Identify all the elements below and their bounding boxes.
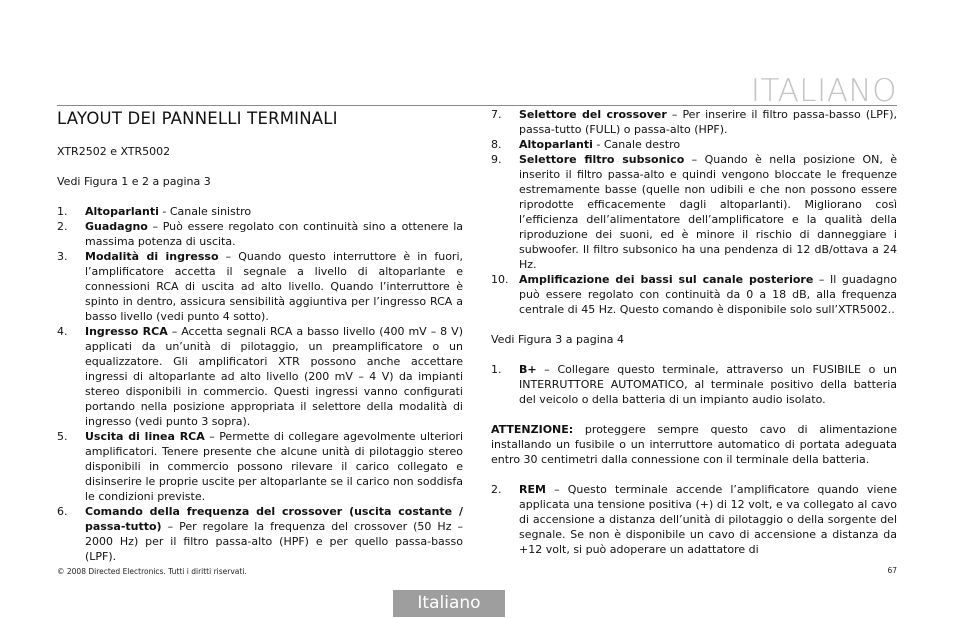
item-description: – Per regolare la frequenza del crossover (50 Hz – 2000 Hz) per il filtro passa-alto (HPF) e per quello passa-basso (LPF). bbox=[85, 520, 463, 563]
item-term: REM bbox=[519, 483, 546, 496]
item-term: Guadagno bbox=[85, 220, 148, 233]
item-number: 2. bbox=[57, 220, 68, 233]
item-text bbox=[85, 429, 463, 504]
item-text bbox=[85, 504, 463, 564]
list-item bbox=[491, 272, 897, 317]
item-description: – Per inserire il filtro passa-basso (LPF), passa-tutto (FULL) o passa-alto (HPF). bbox=[519, 108, 898, 136]
item-description: – Può essere regolato con continuità sino a ottenere la massima potenza di uscita. bbox=[85, 220, 463, 248]
item-text bbox=[519, 137, 897, 152]
power-terminal-list bbox=[491, 362, 897, 407]
list-item bbox=[57, 504, 463, 564]
right-column bbox=[491, 107, 897, 557]
warning-note bbox=[491, 422, 897, 467]
copyright-notice: © 2008 Directed Electronics. Tutti i diritti riservati. bbox=[57, 567, 247, 576]
warning-text: proteggere sempre questo cavo di alimentazione installando un fusibile o un interruttore automatico di portata adeguata entro 30 centimetri dalla connessione con il terminale della batteria. bbox=[491, 423, 897, 466]
item-description: – Quando è nella posizione ON, è inserito il filtro passa-alto e quindi vengono bloccate le frequenze estremamente basse (quelle non udibili e che non possono essere riprodotte efficacemente dagli altoparlanti). Migliorano così l’efficienza dell’alimentatore dell’amplificatore e la qualità della riproduzione dei suoni, ed è minore il rischio di danneggiare i subwoofer. Il filtro subsonico ha una pendenza di 12 dB/ottava a 24 Hz. bbox=[519, 153, 897, 271]
item-term: Selettore del crossover bbox=[519, 108, 667, 121]
item-term: Altoparlanti bbox=[85, 205, 159, 218]
item-text bbox=[519, 152, 897, 272]
item-number: 1. bbox=[57, 205, 68, 218]
item-number: 2. bbox=[491, 483, 502, 496]
list-item bbox=[491, 482, 897, 557]
item-number: 4. bbox=[57, 325, 68, 338]
list-item bbox=[57, 429, 463, 504]
list-item bbox=[491, 107, 897, 137]
item-description: – Il guadagno può essere regolato con continuità da 0 a 18 dB, alla frequenza centrale di 45 Hz. Questo comando è disponibile solo sull’XTR5002.. bbox=[519, 273, 897, 316]
warning-label: ATTENZIONE: bbox=[491, 423, 574, 436]
item-term: Ingresso RCA bbox=[85, 325, 168, 338]
language-title: ITALIANO bbox=[750, 73, 897, 109]
item-number: 5. bbox=[57, 430, 68, 443]
item-text bbox=[519, 482, 897, 557]
item-description: – Quando questo interruttore è in fuori, l’amplificatore accetta il segnale a livello di altoparlante e connessioni RCA di uscita ad alto livello. Quando l’interruttore è spinto in dentro, assicura sensibilità aggiuntiva per l’ingresso RCA a basso livello (vedi punto 4 sotto). bbox=[85, 250, 463, 323]
item-description: - Canale destro bbox=[592, 138, 681, 151]
item-number: 9. bbox=[491, 153, 502, 166]
page-number: 67 bbox=[887, 566, 897, 575]
item-text bbox=[519, 107, 897, 137]
terminal-list-right bbox=[491, 107, 897, 317]
item-description: - Canale sinistro bbox=[158, 205, 252, 218]
terminal-list-left bbox=[57, 204, 463, 564]
item-text bbox=[519, 362, 897, 407]
item-text bbox=[519, 272, 897, 317]
list-item bbox=[491, 362, 897, 407]
list-item bbox=[57, 204, 463, 219]
list-item bbox=[57, 324, 463, 429]
item-term: Modalità di ingresso bbox=[85, 250, 219, 263]
list-item bbox=[491, 152, 897, 272]
figure-reference: Vedi Figura 3 a pagina 4 bbox=[491, 333, 624, 346]
item-description: – Permette di collegare agevolmente ulteriori amplificatori. Tenere presente che alcune unità di pilotaggio stereo disponibili in commercio possono rilevare il carico collegato e disinserire le proprie uscite per altoparlante se il carico non soddisfa le condizioni previste. bbox=[85, 430, 463, 503]
item-number: 1. bbox=[491, 363, 502, 376]
list-item bbox=[57, 249, 463, 324]
item-number: 6. bbox=[57, 505, 68, 518]
item-text bbox=[85, 204, 463, 219]
item-term: Uscita di linea RCA bbox=[85, 430, 205, 443]
item-term: Comando della frequenza del crossover (uscita costante / passa-tutto) bbox=[85, 505, 463, 533]
item-text bbox=[85, 219, 463, 249]
item-number: 3. bbox=[57, 250, 68, 263]
item-term: Selettore filtro subsonico bbox=[519, 153, 685, 166]
item-description: – Accetta segnali RCA a basso livello (400 mV – 8 V) applicati da un’unità di pilotaggio, un preamplificatore o un equalizzatore. Gli amplificatori XTR possono anche accettare ingressi di altoparlante ad alto livello (200 mV – 4 V) da impianti stereo disponibili in commercio. Questi ingressi vanno configurati portando nella posizione appropriata il selettore della modalità di ingresso (vedi punto 3 sopra). bbox=[85, 325, 463, 428]
model-list: XTR2502 e XTR5002 bbox=[57, 145, 171, 158]
figure-reference: Vedi Figura 1 e 2 a pagina 3 bbox=[57, 175, 211, 188]
item-text bbox=[85, 249, 463, 324]
item-number: 7. bbox=[491, 108, 502, 121]
list-item bbox=[57, 219, 463, 249]
left-column bbox=[57, 107, 463, 564]
item-term: Amplificazione dei bassi sul canale posteriore bbox=[519, 273, 814, 286]
section-title: LAYOUT DEI PANNELLI TERMINALI bbox=[57, 109, 338, 128]
item-term: B+ bbox=[519, 363, 537, 376]
remote-terminal-list bbox=[491, 482, 897, 557]
list-item bbox=[491, 137, 897, 152]
item-number: 10. bbox=[491, 273, 509, 286]
header-divider bbox=[57, 105, 897, 106]
language-tab: Italiano bbox=[393, 590, 505, 617]
item-description: – Questo terminale accende l’amplificatore quando viene applicata una tensione positiva (+) di 12 volt, e va collegato al cavo di accensione a distanza dell’unità di pilotaggio o della sorgente del segnale. Se non è disponibile un cavo di accensione a distanza da +12 volt, si può adoperare un adattatore di bbox=[519, 483, 897, 556]
item-number: 8. bbox=[491, 138, 502, 151]
item-text bbox=[85, 324, 463, 429]
item-description: – Collegare questo terminale, attraverso un FUSIBILE o un INTERRUTTORE AUTOMATICO, al terminale positivo della batteria del veicolo o della batteria di un impianto audio isolato. bbox=[519, 363, 897, 406]
item-term: Altoparlanti bbox=[519, 138, 593, 151]
